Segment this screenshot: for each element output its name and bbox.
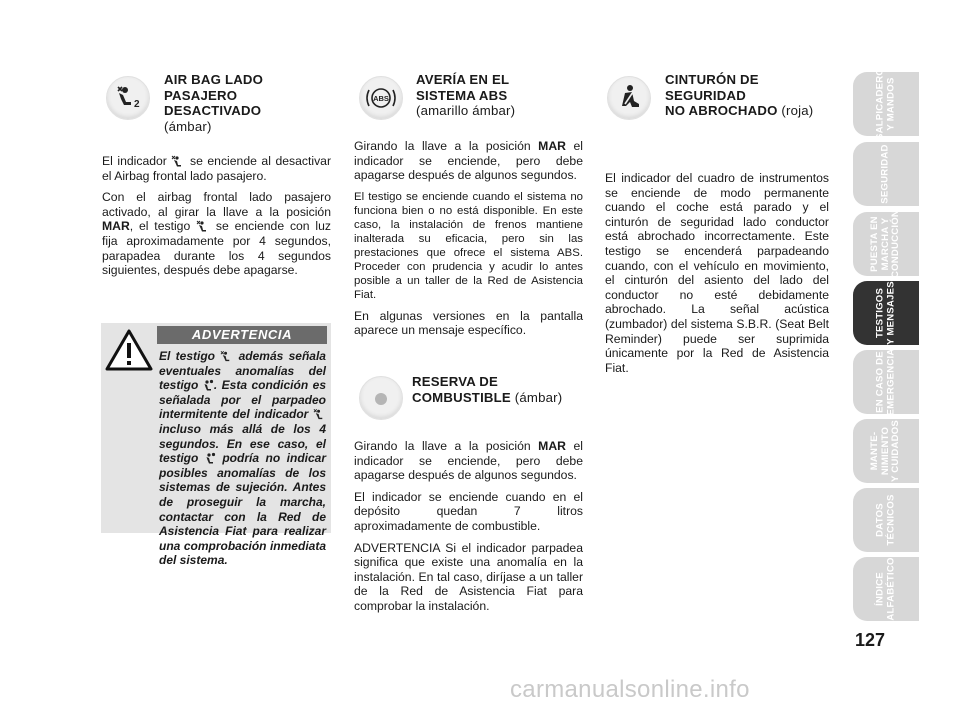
fuel-icon-disc [359,376,403,420]
seatbelt-warning-icon [608,77,650,119]
fuel-paragraph-2: El indicador se enciende cuando en el depósito quedan 7 litros aproximadamente de combustible. [354,489,583,533]
abs-paragraph-2: El testigo se enciende cuando el sistema no funciona bien o no está disponible. En este caso, la instalación de frenos mantiene inalterada su eficacia, pero sin las prestaciones que ofrece el sistema ABS. Proceder con prudencia y acudir lo antes posible a un taller de la Red de Asistencia Fiat. [354,190,583,301]
svg-text:2: 2 [134,99,140,110]
airbag-icon-disc [106,76,150,120]
warning-title: ADVERTENCIA [157,326,327,344]
tab-testigos[interactable]: TESTIGOS Y MENSAJES [853,281,919,345]
airbag-off-glyph-icon [220,350,233,362]
abs-icon-disc [359,76,403,120]
airbag-off-glyph-icon [313,408,326,420]
svg-text:ABS: ABS [373,94,389,103]
airbag-off-glyph-icon [171,155,185,167]
airbag-title: AIR BAG LADO PASAJERO DESACTIVADO (ámbar) [164,72,264,134]
tab-emergencia[interactable]: EN CASO DE EMERGENCIA [853,350,919,414]
fuel-text [354,439,583,621]
seatbelt-title: CINTURÓN DE SEGURIDAD NO ABROCHADO (roja) [665,72,814,119]
airbag-off-glyph-icon [196,220,210,232]
seatbelt-text [605,171,829,382]
tab-mantenimiento[interactable]: MANTE- NIMIENTO Y CUIDADOS [853,419,919,483]
tab-datos-tecnicos[interactable]: DATOS TÉCNICOS [853,488,919,552]
tab-seguridad[interactable]: SEGURIDAD [853,142,919,206]
warning-text: El testigo además señala eventuales anomalías del testigo . Esta condición es señalada por el parpadeo intermitente del indicador incluso más allá de los 4 segundos. En ese caso, el testigo podría no indicar posibles anomalías de los sistemas de sujeción. Antes de proseguir la marcha, contactar con la Red de Asistencia Fiat para realizar una comprobación inmediata del sistema. [159,349,326,568]
abs-warning-icon [360,77,402,119]
airbag-glyph-icon [205,452,216,464]
abs-title: AVERÍA EN EL SISTEMA ABS (amarillo ámbar) [416,72,516,119]
seatbelt-icon-disc [607,76,651,120]
fuel-reserve-icon [360,377,402,419]
page-number: 127 [855,630,886,650]
abs-text [354,139,583,345]
airbag-text [102,154,331,285]
passenger-airbag-off-icon [107,77,149,119]
fuel-paragraph-1: Girando la llave a la posición MAR el indicador se enciende, pero debe apagarse después de algunos segundos. [354,439,583,483]
fuel-title: RESERVA DE COMBUSTIBLE (ámbar) [412,374,563,405]
watermark: carmanualsonline.info [510,676,750,703]
airbag-glyph-icon [203,379,214,391]
tab-puesta-en-marcha[interactable]: PUESTA EN MARCHA Y CONDUCCIÓN [853,212,919,276]
tab-salpicadero[interactable]: SALPICADERO Y MANDOS [853,72,919,136]
tab-indice[interactable]: ÍNDICE ALFABÉTICO [853,557,919,621]
airbag-paragraph-1: El indicador se enciende al desactivar el Airbag frontal lado pasajero. [102,154,332,183]
seatbelt-paragraph-1: El indicador del cuadro de instrumentos se enciende de modo permanente cuando el coche está parado y el cinturón de seguridad lado conductor está abrochado incorrectamente. Este testigo se encenderá parpadeando cuando, con el vehículo en movimiento, el cinturón del asiento del lado del conductor no esté debidamente abrochado. La señal acústica (zumbador) del sistema S.B.R. (Seat Belt Reminder) puede ser suprimida únicamente por la Red de Asistencia Fiat. [605,171,829,375]
abs-paragraph-1: Girando la llave a la posición MAR el indicador se enciende, pero debe apagarse después de algunos segundos. [354,139,583,183]
fuel-paragraph-3: ADVERTENCIA Si el indicador parpadea significa que existe una anomalía en la instalación. En tal caso, diríjase a un taller de la Red de Asistencia Fiat para comprobar la instalación. [354,540,583,613]
airbag-paragraph-2: Con el airbag frontal lado pasajero activado, al girar la llave a la posición MAR, el testigo se enciende con luz fija aproximadamente por 4 segundos, parapadea durante los 4 segundos siguientes, después debe apagarse. [102,190,332,278]
abs-paragraph-3: En algunas versiones en la pantalla aparece un mensaje específico. [354,308,583,338]
